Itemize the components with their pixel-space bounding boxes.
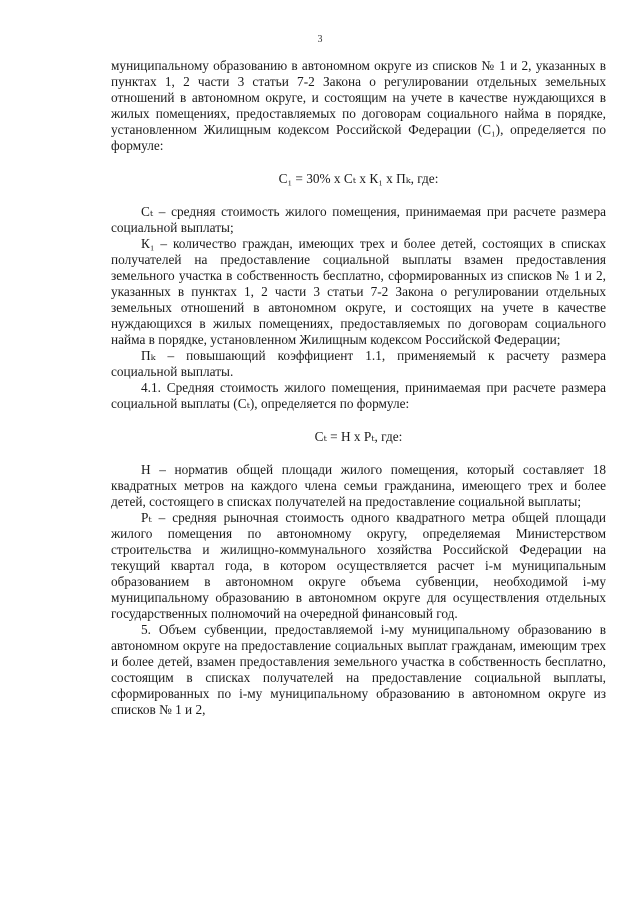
definition-pk: Пₖ – повышающий коэффициент 1.1, применяемый к расчету размера социальной выплаты.	[111, 348, 606, 379]
definition-ct: Сₜ – средняя стоимость жилого помещения, принимаемая при расчете размера социальной выплаты;	[111, 204, 606, 235]
definition-k1: К₁ – количество граждан, имеющих трех и более детей, состоящих в списках получателей на предоставление социальной выплаты взамен предоставления земельного участка в собственность бесплатно, сформированных из списков № 1 и 2, указанных в пунктах 1, 2 части 3 статьи 7-2 Закона о регулировании отдельных земельных отношений в автономном округе, и состоящих на учете в качестве нуждающихся в жилых помещениях, предоставляемых по договорам социального найма в порядке, установленном Жилищным кодексом Российской Федерации;	[111, 236, 606, 347]
paragraph-5: 5. Объем субвенции, предоставляемой i-му муниципальному образованию в автономном округе на предоставление социальных выплат гражданам, имеющим трех и более детей, взамен предоставления земельного участка в собственность бесплатно, состоящим в списках получателей на предоставление социальной выплаты, сформированных по i-му муниципальному образованию в автономном округе из списков № 1 и 2,	[111, 622, 606, 717]
formula-c1: С₁ = 30% х Сₜ х К₁ х Пₖ, где:	[278, 171, 439, 186]
paragraph-4-1: 4.1. Средняя стоимость жилого помещения, принимаемая при расчете размера социальной выплаты (Сₜ), определяется по формуле:	[111, 380, 606, 411]
definition-h: Н – норматив общей площади жилого помещения, который составляет 18 квадратных метров на каждого члена семьи гражданина, имеющего трех и более детей, состоящего в списках получателей на предоставление социальной выплаты;	[111, 462, 606, 509]
paragraph: муниципальному образованию в автономном округе из списков № 1 и 2, указанных в пунктах 1, 2 части 3 статьи 7-2 Закона о регулировании отдельных земельных отношений в автономном округе, и состоящим на учете в качестве нуждающихся в жилых помещениях, предоставляемых по договорам социального найма в порядке, установленном Жилищным кодексом Российской Федерации (С₁), определяется по формуле:	[111, 58, 606, 153]
document-body	[111, 58, 606, 718]
formula-ct: Сₜ = Н х Рₜ, где:	[314, 429, 403, 444]
definition-pt: Рₜ – средняя рыночная стоимость одного квадратного метра общей площади жилого помещения по автономному округу, определяемая Министерством строительства и жилищно-коммунального хозяйства Российской Федерации на текущий квартал года, в котором осуществляется расчет i-м муниципальным образованием в автономном округе объема субвенции, необходимой i-му муниципальному образованию в автономном округе для осуществления отдельных государственных полномочий на очередной финансовый год.	[111, 510, 606, 621]
page-number: 3	[317, 34, 323, 45]
